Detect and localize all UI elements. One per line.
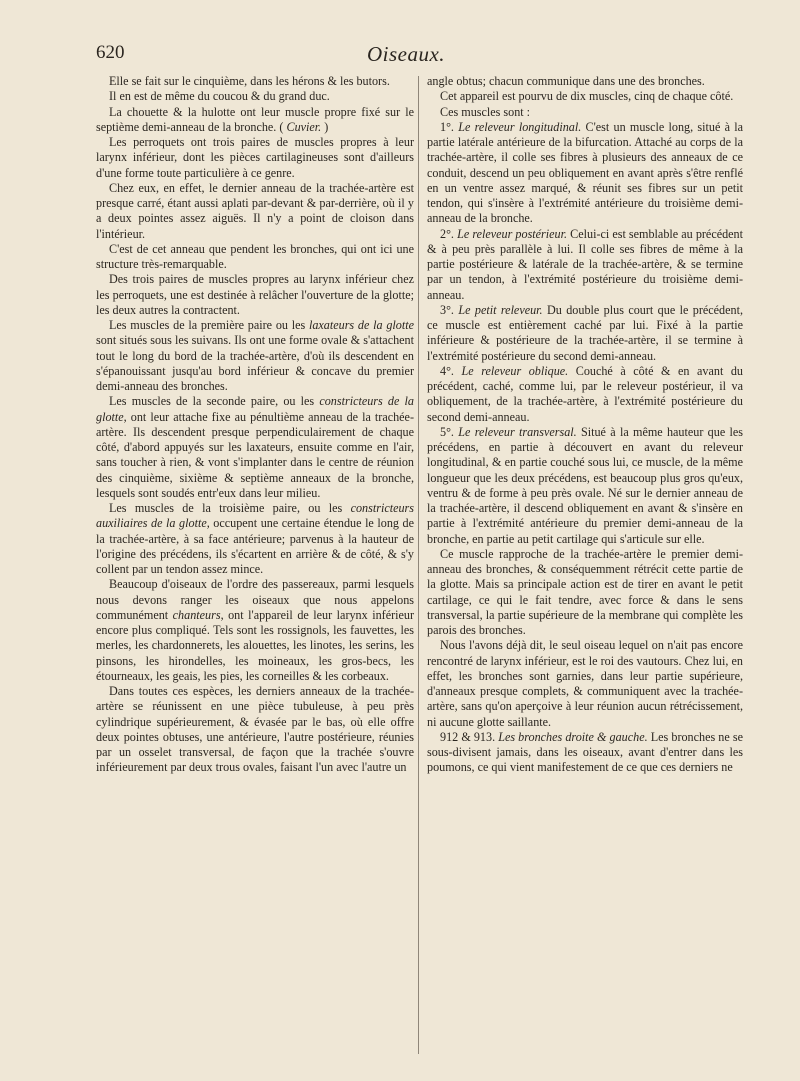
text-run: Elle se fait sur le cinquième, dans les hérons & les butors.	[109, 74, 390, 88]
text-run: 4°.	[440, 363, 462, 378]
text-run: 1°.	[440, 119, 459, 134]
text-run: Du double plus court que le précédent, ce muscle est entièrement caché par lui. Fixé à la partie inférieure & postérieure de la trachée-artère, il se termine à l'extrémité postérieure du second demi-anneau.	[427, 302, 743, 363]
text-run: Des trois paires de muscles propres au larynx inférieur chez les perroquets, une est destinée à relâcher l'ouverture de la glotte; les deux autres la contractent.	[96, 272, 414, 317]
italic-run: Le releveur oblique.	[461, 363, 569, 378]
text-run: Ces muscles sont :	[440, 104, 531, 119]
text-run: 2°.	[440, 226, 458, 241]
text-run: )	[321, 119, 329, 134]
italic-run: Le releveur postérieur.	[457, 226, 568, 241]
running-title: Oiseaux.	[366, 42, 446, 66]
text-run: , ont l'appareil de leur larynx inférieur encore plus compliqué. Tels sont les rossignols, les fauvettes, les merles, les chardonnerets, les alouettes, les linotes, les serins, les pinsons, les hirondelles, les moineaux, les gros-becs, les étourneaux, les geais, les pies, les corneilles & les corbeaux.	[96, 607, 414, 683]
italic-run: chanteurs	[172, 607, 221, 622]
paragraph	[96, 135, 414, 181]
italic-run: Le petit releveur.	[458, 302, 543, 317]
italic-run: laxateurs de la glotte	[308, 318, 414, 332]
text-run: Couché à côté & en avant du précédent, caché, comme lui, par le releveur postérieur, il va obliquement, de la trachée-artère, à l'extrémité postérieure du second demi-anneau.	[427, 363, 743, 424]
text-run: C'est de cet anneau que pendent les bronches, qui ont ici une structure très-remarquable.	[96, 241, 414, 271]
text-run: Cet appareil est pourvu de dix muscles, cinq de chaque côté.	[440, 89, 734, 104]
paragraph	[427, 74, 743, 89]
paragraph	[96, 577, 414, 684]
text-run: Chez eux, en effet, le dernier anneau de la trachée-artère est presque carré, étant aussi aplati par-devant & par-derrière, où il y a deux pointes assez aiguës. Il n'y a point de cloison dans l'intérieur.	[96, 180, 414, 241]
right-text-column	[427, 74, 743, 776]
paragraph	[96, 272, 414, 318]
paragraph	[427, 638, 743, 730]
text-run: La chouette & la hulotte ont leur muscle propre fixé sur le septième demi-anneau de la bronche. (	[96, 104, 414, 134]
text-run: Les muscles de la première paire ou les	[109, 318, 309, 332]
paragraph	[96, 501, 414, 577]
paragraph	[427, 425, 743, 547]
text-run: Il en est de même du coucou & du grand duc.	[109, 89, 330, 104]
paragraph	[96, 89, 414, 104]
page-number: 620	[96, 42, 125, 63]
paragraph	[96, 105, 414, 136]
text-run: Situé à la même hauteur que les précédens, en partie à découvert en avant du releveur longitudinal, & en partie couché sous lui, ce muscle, de la même longueur que les deux précédens, est beaucoup plus gros qu'eux, ventru & de forme à peu près ovale. Né sur le dernier anneau de la trachée-artère, il descend obliquement en avant & s'insère en partie à l'extrémité antérieure du premier demi-anneau de la bronche, en partie au petit cartilage qui s'articule sur elle.	[427, 424, 743, 546]
text-run: 3°.	[440, 302, 459, 317]
paragraph	[427, 227, 743, 303]
paragraph	[96, 242, 414, 273]
text-run: Les muscles de la troisième paire, ou les	[109, 501, 351, 515]
paragraph	[96, 394, 414, 501]
text-run: Dans toutes ces espèces, les derniers anneaux de la trachée-artère se réunissent en une pièce tubuleuse, à peu près cylindrique supérieurement, & évasée par le bas, où elle offre deux pointes obtuses, une antérieure, l'autre postérieure, réunies par un osselet transversal, de façon que la trachée s'ouvre inférieurement par deux trous ovales, faisant l'un avec l'autre un	[96, 684, 414, 775]
italic-run: Les bronches droite & gauche.	[498, 729, 648, 744]
italic-run: constricteurs de la glotte,	[96, 394, 415, 424]
paragraph	[427, 547, 743, 639]
text-run: Les muscles de la seconde paire, ou les	[109, 394, 320, 409]
paragraph	[427, 120, 743, 227]
text-run: 912 & 913.	[440, 729, 499, 744]
text-run: ont leur attache fixe au pénultième anneau de la trachée-artère. Ils descendent presque perpendiculairement de chaque côté, d'abord appuyés sur les laxateurs, ensuite comme en l'air, sans toucher à rien, & vont s'implanter dans le centre de réunion des cinquième, sixième & septième anneaux de la bronche, lesquels sont soudés entr'eux dans leur milieu.	[96, 409, 414, 500]
text-run: Beaucoup d'oiseaux de l'ordre des passereaux, parmi lesquels nous devons ranger les oiseaux que nous appelons communément	[96, 577, 414, 622]
text-run: angle obtus; chacun communique dans une des bronches.	[427, 74, 705, 88]
text-run: 5°.	[440, 424, 459, 439]
paragraph	[427, 730, 743, 776]
paragraph	[96, 318, 414, 394]
text-run: Les bronches ne se sous-divisent jamais, dans les oiseaux, avant d'entrer dans les poumons, ce qui vient manifestement de ce que ces derniers ne	[427, 729, 743, 775]
paragraph	[427, 303, 743, 364]
italic-run: Le releveur transversal.	[458, 424, 577, 439]
left-text-column	[96, 74, 414, 776]
italic-run: Cuvier.	[286, 119, 322, 134]
column-divider	[418, 76, 419, 1054]
paragraph	[96, 684, 414, 776]
paragraph	[427, 89, 743, 104]
page-header	[96, 42, 716, 72]
text-run: Celui-ci est semblable au précédent & à peu près parallèle à lui. Il colle ses fibres de même à la partie postérieure & latérale de la trachée-artère, & se termine par un tendon, à l'extrémité postérieure du troisième demi-anneau.	[427, 226, 744, 302]
paragraph	[96, 181, 414, 242]
paragraph	[427, 105, 743, 120]
paragraph	[96, 74, 414, 89]
paragraph	[427, 364, 743, 425]
text-run: Nous l'avons déjà dit, le seul oiseau lequel on n'ait pas encore rencontré de larynx inférieur, est le roi des vautours. Chez lui, en effet, les bronches sont garnies, dans leur partie supérieure, d'anneaux presque complets, & communiquent avec la trachée-artère, sans qu'on aperçoive à leur réunion aucun rétrécissement, ni aucune glotte saillante.	[427, 638, 743, 729]
text-run: C'est un muscle long, situé à la partie latérale antérieure de la bifurcation. Attaché au corps de la trachée-artère, il colle ses fibres à plusieurs des anneaux de ce conduit, descend un peu obliquement en avant après s'être renflé en un ventre assez marqué, & réunit ses fibres sur un petit tendon, qui s'insère à l'extrémité antérieure du troisième demi-anneau de la bronche.	[427, 119, 743, 226]
italic-run: Le releveur longitudinal.	[458, 119, 582, 134]
text-run: sont situés sous les suivans. Ils ont une forme ovale & s'attachent tout le long du bord de la trachée-artère, d'où ils descendent en s'épanouissant jusqu'au bord inférieur & concave du premier demi-anneau des bronches.	[96, 333, 414, 393]
italic-run: constricteurs auxiliaires de la glotte,	[96, 501, 414, 531]
text-run: Ce muscle rapproche de la trachée-artère le premier demi-anneau des bronches, & conséquemment rétrécit cette partie de la glotte. Mais sa principale action est de tirer en avant le petit cartilage, ce qui le fait tendre, avec force & dans le sens transversal, la partie supérieure de la membrane qui complète les parois des bronches.	[427, 546, 743, 637]
text-run: Les perroquets ont trois paires de muscles propres à leur larynx inférieur, dont les pièces cartilagineuses sont d'ailleurs d'une forme toute particulière à ce genre.	[96, 135, 414, 180]
text-run: occupent une certaine étendue le long de la trachée-artère, à sa face antérieure; parvenus à la hauteur de l'origine des précédens, ils s'écartent en arrière & de côté, & s'y collent par un tendon assez mince.	[96, 516, 414, 576]
